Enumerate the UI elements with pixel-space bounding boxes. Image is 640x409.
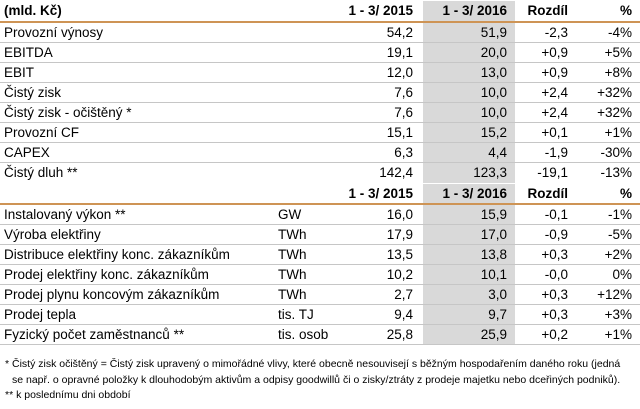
value-2016: 3,0 [423,285,515,304]
value-2015: 142,4 [379,165,413,181]
row-unit: tis. TJ [278,306,314,322]
period-2016-header: 1 - 3/ 2016 [423,184,515,203]
value-diff: +0,9 [541,44,568,60]
row-unit: TWh [278,266,307,282]
table-row [0,305,640,325]
row-label: Výroba elektřiny [4,226,101,242]
value-2016: 10,0 [423,83,515,102]
value-percent: +12% [597,286,632,302]
period-2016-header: 1 - 3/ 2016 [423,1,515,21]
row-label: EBITDA [4,44,53,60]
value-2016: 13,0 [423,63,515,82]
value-diff: +0,3 [541,306,568,322]
percent-header: % [619,185,632,201]
row-unit: tis. osob [278,326,329,342]
table-row [0,245,640,265]
value-percent: +5% [604,44,632,60]
value-2016: 4,4 [423,143,515,162]
table-row [0,83,640,103]
table-row [0,325,640,345]
value-percent: +2% [604,246,632,262]
value-2016: 13,8 [423,245,515,264]
row-label: EBIT [4,64,35,80]
value-percent: +3% [604,306,632,322]
period-2015-header: 1 - 3/ 2015 [348,185,413,201]
value-diff: -0,0 [544,266,568,282]
row-unit: GW [278,206,302,222]
operational-indicators-table [0,184,640,345]
diff-header: Rozdíl [527,3,568,19]
value-2015: 25,8 [386,326,413,342]
value-diff: -19,1 [537,165,568,181]
value-percent: +32% [597,84,632,100]
value-percent: -1% [607,206,632,222]
value-2015: 9,4 [394,306,413,322]
row-label: Instalovaný výkon ** [4,206,126,222]
value-percent: +1% [604,124,632,140]
row-label: Provozní CF [4,124,80,140]
row-label: Čistý dluh ** [4,165,78,181]
value-percent: -5% [607,226,632,242]
value-2016: 20,0 [423,43,515,62]
row-label: Fyzický počet zaměstnanců ** [4,326,185,342]
value-diff: +0,2 [541,326,568,342]
table-row [0,43,640,63]
table1-header-row [0,1,640,23]
value-percent: +1% [604,326,632,342]
value-2016: 15,9 [423,205,515,224]
financial-indicators-table [0,1,640,183]
value-percent: -4% [607,24,632,40]
value-2016: 17,0 [423,225,515,244]
value-percent: +32% [597,104,632,120]
value-2015: 13,5 [386,246,413,262]
value-diff: +0,9 [541,64,568,80]
value-diff: +2,4 [541,84,568,100]
table-row [0,143,640,163]
row-label: Čistý zisk [4,84,61,100]
table-row [0,103,640,123]
footnote-period-end: ** k poslednímu dni období [5,389,131,401]
row-label: Distribuce elektřiny konc. zákazníkům [4,246,230,262]
period-2015-header: 1 - 3/ 2015 [348,3,413,19]
value-2015: 7,6 [394,84,413,100]
value-2016: 25,9 [423,325,515,344]
value-2015: 10,2 [386,266,413,282]
table-row [0,23,640,43]
row-label: CAPEX [4,144,50,160]
table1-unit-header: (mld. Kč) [4,3,62,19]
table-row [0,225,640,245]
value-diff: -2,3 [544,24,568,40]
table-row [0,205,640,225]
value-2016: 10,1 [423,265,515,284]
row-label: Prodej elektřiny konc. zákazníkům [4,266,209,282]
value-2015: 17,9 [386,226,413,242]
row-unit: TWh [278,246,307,262]
percent-header: % [619,3,632,19]
column-gap [413,1,423,21]
row-label: Prodej tepla [4,306,77,322]
table2-header-unit-spacer [278,184,338,203]
table-row [0,265,640,285]
row-label: Čistý zisk - očištěný * [4,104,132,120]
value-2015: 19,1 [386,44,413,60]
row-label: Prodej plynu koncovým zákazníkům [4,286,220,302]
value-2015: 15,1 [386,124,413,140]
value-diff: -1,9 [544,144,568,160]
value-diff: +0,3 [541,286,568,302]
table-row [0,123,640,143]
value-2016: 51,9 [423,23,515,42]
column-gap [413,184,423,203]
footnotes [5,357,635,404]
table1-header-unit-spacer [278,1,338,21]
table2-header-label-spacer [0,184,278,203]
table-row [0,163,640,183]
value-2016: 10,0 [423,103,515,122]
row-label: Provozní výnosy [4,24,104,40]
diff-header: Rozdíl [527,185,568,201]
value-2015: 2,7 [394,286,413,302]
footnote-adjusted-profit-line2: se např. o opravné položky k dlouhodobým aktivům a odpisy goodwillů či o zisky/ztráty z prodeje majetku nebo dceřiných podniků). [12,373,621,386]
value-diff: -0,1 [544,206,568,222]
value-2016: 15,2 [423,123,515,142]
table2-header-row [0,184,640,205]
value-2015: 16,0 [386,206,413,222]
value-2015: 54,2 [386,24,413,40]
value-2016: 123,3 [423,163,515,183]
row-unit: TWh [278,286,307,302]
value-diff: +0,3 [541,246,568,262]
value-2016: 9,7 [423,305,515,324]
row-unit: TWh [278,226,307,242]
table-row [0,63,640,83]
value-percent: -13% [600,165,632,181]
value-diff: -0,9 [544,226,568,242]
footnote-adjusted-profit-line1: * Čistý zisk očištěný = Čistý zisk upravený o mimořádné vlivy, které obecně nesouvisejí s běžným hospodařením daného roku (jedná [5,358,621,370]
table-row [0,285,640,305]
value-percent: 0% [612,266,632,282]
value-diff: +0,1 [541,124,568,140]
value-2015: 12,0 [386,64,413,80]
value-2015: 6,3 [394,144,413,160]
value-percent: -30% [600,144,632,160]
value-diff: +2,4 [541,104,568,120]
value-percent: +8% [604,64,632,80]
value-2015: 7,6 [394,104,413,120]
